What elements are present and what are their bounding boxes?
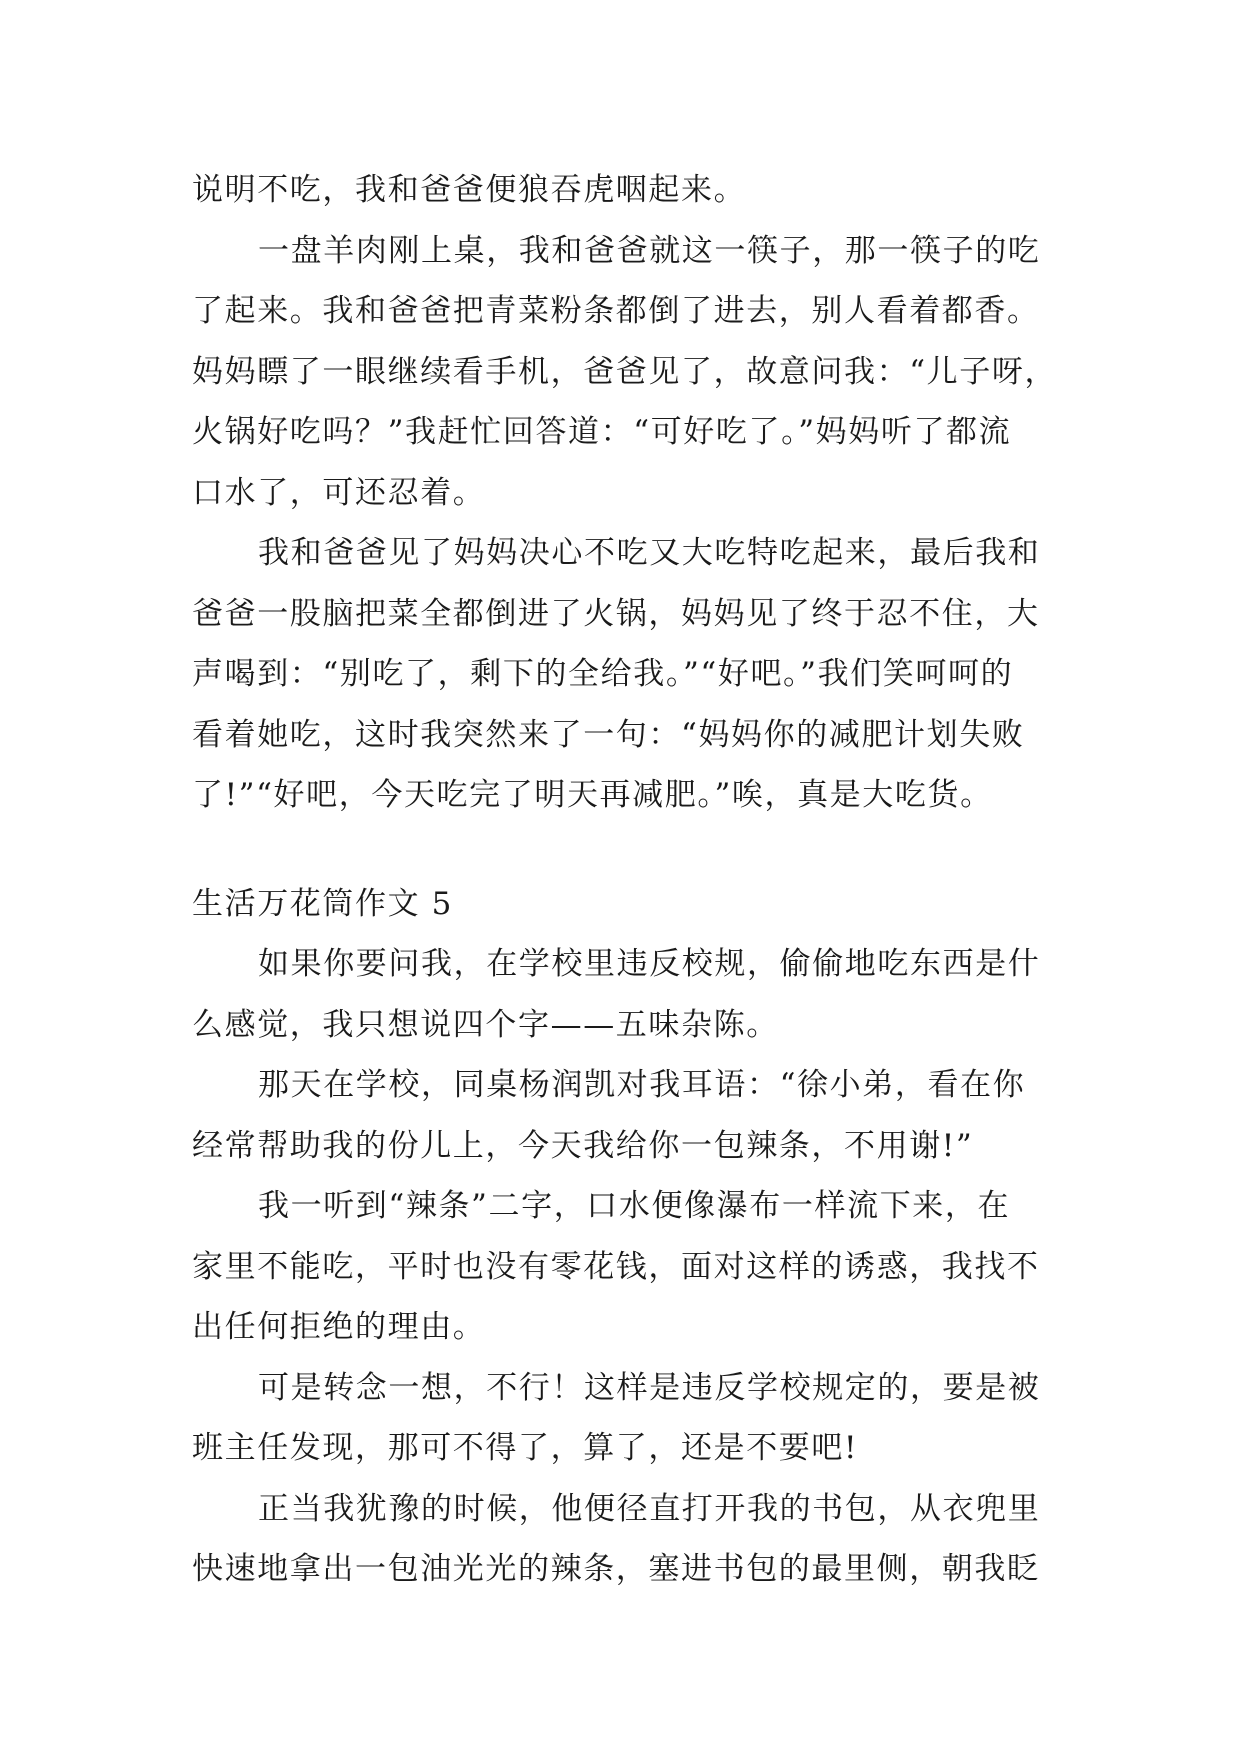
text-line: 一盘羊肉刚上桌，我和爸爸就这一筷子，那一筷子的吃 [258,232,1041,269]
text-line: 我一听到“辣条”二字，口水便像瀑布一样流下来，在 [258,1188,1011,1224]
section-gap [192,826,1052,874]
text-line: 家里不能吃，平时也没有零花钱，面对这样的诱惑，我找不 [192,1248,1040,1285]
paragraph [192,1479,1052,1600]
paragraph-continued [192,160,1052,221]
text-line: 爸爸一股脑把菜全都倒进了火锅，妈妈见了终于忍不住，大 [192,595,1040,632]
text-line: 如果你要问我，在学校里违反校规，偷偷地吃东西是什 [258,946,1041,982]
text-line: 出任何拒绝的理由。 [192,1309,486,1345]
paragraph [192,1055,1052,1176]
paragraph [192,1176,1052,1358]
document-page [192,160,1058,1600]
text-line: 正当我犹豫的时候，他便径直打开我的书包，从衣兜里 [258,1490,1041,1527]
text-line: 口水了，可还忍着。 [192,474,486,511]
text-line: 妈妈瞟了一眼继续看手机，爸爸见了，故意问我：“儿子呀， [192,353,1058,390]
text-line: 了!”“好吧，今天吃完了明天再减肥。”唉，真是大吃货。 [192,777,993,813]
paragraph [192,523,1052,826]
text-line: 快速地拿出一包油光光的辣条，塞进书包的最里侧，朝我眨 [192,1551,1040,1587]
text-line: 了起来。我和爸爸把青菜粉条都倒了进去，别人看着都香。 [192,293,1040,329]
text-line: 火锅好吃吗？”我赶忙回答道：“可好吃了。”妈妈听了都流 [192,414,1012,450]
text-line: 班主任发现，那可不得了，算了，还是不要吧! [192,1430,859,1466]
section-heading: 生活万花筒作文 5 [192,885,453,922]
text-line: 可是转念一想，不行！这样是违反学校规定的，要是被 [258,1369,1041,1406]
text-line: 说明不吃，我和爸爸便狼吞虎咽起来。 [192,172,747,208]
text-line: 声喝到：“别吃了，剩下的全给我。”“好吧。”我们笑呵呵的 [192,656,1014,692]
text-line: 我和爸爸见了妈妈决心不吃又大吃特吃起来，最后我和 [258,535,1041,571]
text-line: 经常帮助我的份儿上，今天我给你一包辣条，不用谢!” [192,1127,974,1164]
paragraph [192,934,1052,1055]
paragraph [192,1358,1052,1479]
text-line: 么感觉，我只想说四个字——五味杂陈。 [192,1006,779,1043]
text-line: 那天在学校，同桌杨润凯对我耳语：“徐小弟，看在你 [258,1067,1026,1103]
paragraph [192,221,1058,524]
text-line: 看着她吃，这时我突然来了一句：“妈妈你的减肥计划失败 [192,716,1025,753]
